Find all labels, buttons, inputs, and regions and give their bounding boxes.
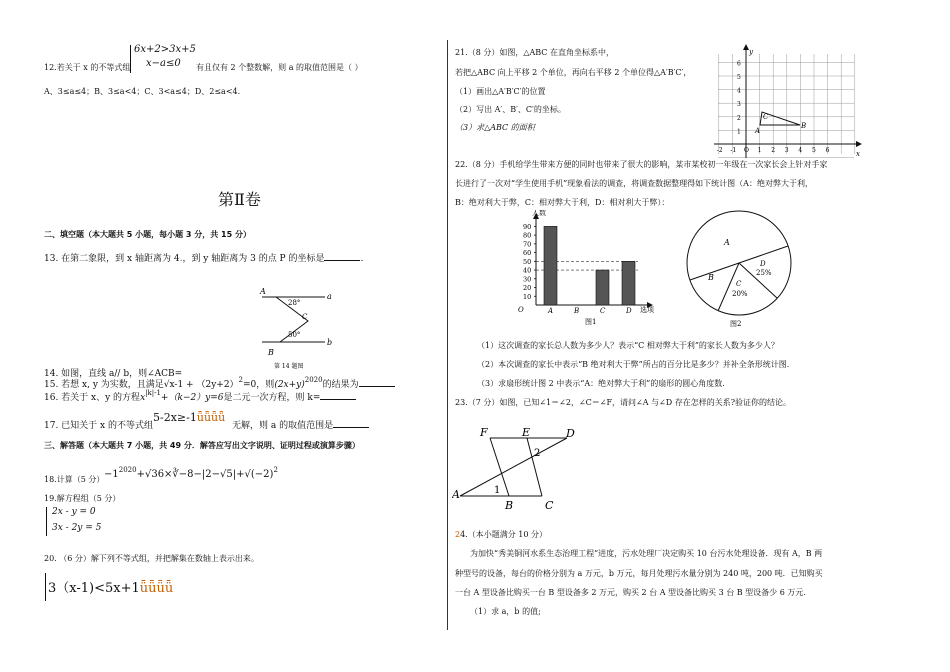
fig14-label-b: b [327,338,333,347]
q12-ineq2: x−a≤0 [146,58,181,69]
fig23-label-F: F [480,426,488,439]
bar-chart-x-ticks [547,307,632,315]
bar-chart-y-ticks [523,223,536,301]
fig23-label-2: 2 [534,448,541,459]
q24-title-num: 2 [455,530,461,539]
bar-y-tick-label: 20 [523,284,532,293]
bar-y-tick-label: 30 [523,275,532,284]
q15-then: ，则 [256,380,275,390]
q24-p2: 种型号的设备，每台的价格分别为 a 万元，b 万元，每月处理污水量分别为 240 吨，200 吨．已知购买 [455,569,823,578]
grid-x-tick: 2 [771,147,776,154]
grid-x-tick: 4 [798,147,803,154]
q12-ineq1: 6x+2>3x+5 [134,44,196,55]
grid-y-tick: 4 [737,87,741,95]
pie-sep-ab [690,263,739,280]
fig23-label-A: A [452,488,460,501]
q22-line2: 长进行了一次对“学生使用手机”现象看法的调查，将调查数据整理得如下统计图（A：绝对弊大于利， [455,179,813,188]
q20-text: 20. （6 分）解下列不等式组，并把解集在数轴上表示出来。 [44,554,259,563]
grid-y-tick: 6 [737,60,741,68]
q13-text-a: 13. 在第二象限，到 x 轴距离为 4 [44,254,180,264]
grid-x-tick: 6 [825,147,830,154]
q20-expr: 3（x-1)<5x+1 [48,581,140,596]
bar-chart [468,210,668,330]
bar-y-tick-label: 50 [523,257,532,266]
bar-chart-title: 图1 [585,318,597,326]
q20-garble: ǖǖǖǖ [139,581,174,596]
q21-grid [712,44,862,164]
q19-eq2: 3x - 2y = 5 [52,523,102,533]
grid-x-tick: 5 [812,147,816,154]
q18-rest: +√36×∛−8−|2−√5|+√(−2) [136,469,274,480]
q17-garble: ǖǖǖǖ [196,411,226,424]
pie-value-D: 25% [756,269,772,277]
grid-x-tick: 3 [784,147,789,154]
q21-line2: 若把△ABC 向上平移 2 个单位，再向右平移 2 个单位得△A′B′C′， [455,68,692,77]
q16-text-a: 16. 若关于 x、y 的方程 [44,393,141,403]
bar [622,261,635,305]
q13-dot: . [179,254,183,264]
grid-y-label: y [749,48,753,56]
fig14-label-a: a [327,292,332,301]
pie-chart-title: 图2 [730,320,742,328]
figure-23 [452,426,582,514]
q14-text: 14. 如图，直线 a// b，则∠ACB= [44,369,183,379]
grid-y-tick: 1 [737,128,741,136]
q20-brace [45,573,46,601]
q16-blank [320,399,356,400]
q21-s3: （3）求△ABC 的面积 [455,123,535,132]
q17-tail [232,418,369,431]
q18-exp2: 2 [273,466,278,474]
q21-s2: （2）写出 A′、B′、C′的坐标。 [455,105,566,114]
grid-y-tick: 2 [737,114,741,122]
grid-label-B: B [801,122,807,130]
fig14-label-C: C [302,313,308,321]
section2-heading: 二、填空题（本大题共 5 小题，每小题 3 分，共 15 分） [44,230,251,239]
fig23-label-B: B [505,499,514,512]
bar-x-tick-label: C [600,307,606,315]
bar-chart-xlabel: 选项 [640,306,654,314]
q12-brace [130,45,131,73]
section3-heading: 三、解答题（本大题共 7 小题，共 49 分．解答应写出文字说明、证明过程或演算步骤） [44,441,360,450]
grid-x-tick: -2 [716,147,723,154]
q15-exp2: 2020 [304,376,323,384]
q23-text: 23.（7 分）如图，已知∠1＝∠2，∠C＝∠F，请问∠A 与∠D 存在怎样的关系?验证你的结论。 [455,398,791,407]
bar-chart-bars [544,226,635,305]
grid-x-label: x [856,150,860,158]
bar-y-tick-label: 90 [523,222,532,231]
grid-y-tick: 3 [737,101,741,109]
pie-label-D: D [760,260,766,268]
fig14-angle-28: 28° [288,299,301,307]
q18-expr: −1 [104,469,119,480]
bar-y-tick-label: 10 [523,292,532,301]
q15-blank [359,386,395,387]
volume-title: 第Ⅱ卷 [218,190,261,209]
pie-value-C: 20% [732,290,748,298]
line-ad [460,438,567,496]
bar [544,226,557,305]
q22-s3: （3）求扇形统计图 2 中表示“A：绝对弊大于利”的扇形的圆心角度数. [477,379,725,388]
q15-text-b: 的结果为 [322,380,359,390]
q15-expr: √x-1 + （2y+2） [163,380,239,390]
q17-text-a: 17. 已知关于 x 的不等式组 [44,421,153,431]
q18-expr-wrap [104,466,278,480]
q21-s1: （1）画出△A′B′C′的位置 [455,87,546,96]
q22-line3: B：绝对利大于弊，C：相对弊大于利，D：相对利大于弊）： [455,198,670,207]
q19-eq1: 2x - y = 0 [52,507,96,517]
q22-s2: （2）本次调查的家长中表示“B 绝对利大于弊”所占的百分比是多少？并补全条形统计图. [477,360,790,369]
q24-p1: 为加快“秀美铜河水系生态治理工程”进度，污水处理厂决定购买 10 台污水处理设备．现有 A，B 两 [470,549,823,558]
figure-14 [250,285,340,371]
q19-label: 19.解方程组（5 分） [44,494,121,503]
q24-s1: （1）求 a，b 的值; [470,607,541,616]
line-ec [527,438,542,496]
q12-options: A、3≤a≤4；B、3≤a<4；C、3<a≤4；D、2≤a<4. [44,87,241,96]
bar-y-tick-label: 40 [523,266,532,275]
q17-text-b: 无解，则 a 的取值范围是 [232,421,334,431]
bar-y-tick-label: 80 [523,231,532,240]
q24-p3: 一台 A 型设备比购买一台 B 型设备多 2 万元，购买 2 台 A 型设备比购买 3 台 B 型设备少 6 万元. [455,588,806,597]
q24-title-rest: 4.（本小题满分 10 分） [460,530,547,539]
pie-chart [680,208,800,330]
grid-y-tick: 5 [737,74,741,81]
q15-expr2: (2x+y) [274,380,305,390]
q13-end: . [360,254,364,264]
q16 [44,390,356,403]
q18-exp: 2020 [118,466,137,474]
fig14-label-B: B [268,348,274,357]
q13 [44,251,363,264]
q21-line1: 21.（8 分）如图，△ABC 在直角坐标系中， [455,48,614,57]
q12-suffix: 有且仅有 2 个整数解，则 a 的取值范围是（ ） [196,63,363,72]
q19-brace [46,507,47,536]
bar-chart-origin: O [518,306,524,314]
grid-x-arrow [856,141,862,147]
bar-chart-ylabel: 人数 [532,210,546,217]
grid-x-tick: 1 [757,147,762,154]
q24-title [455,529,547,540]
grid-x-ticks [717,147,830,154]
pie-label-B: B [708,273,714,282]
q13-text-b: ，到 y 轴距离为 3 的点 P 的坐标是 [182,254,325,264]
pie-label-C: C [736,280,742,288]
q17-expr: 5-2x≥-1 [153,411,197,424]
grid-label-C: C [763,113,769,121]
q15-eq: =0 [243,380,257,390]
fig14-label-A: A [260,287,266,296]
q16-exp: |k|-1 [145,389,161,397]
q18-label: 18.计算（5 分） [44,475,105,484]
q12-prefix: 12.若关于 x 的不等式组 [44,63,131,72]
q17 [44,418,153,431]
fig23-label-E: E [522,426,531,439]
grid-y-ticks [737,60,741,135]
q15-text-a: 15. 若想 x, y 为实数，且满足 [44,380,164,390]
bar-x-tick-label: A [548,307,554,315]
bar-y-tick-label: 60 [523,249,532,258]
q22-s1: （1）这次调查的家长总人数为多少人？表示“C 相对弊大于利”的家长人数为多少人？ [477,341,779,350]
bar-x-tick-label: D [626,307,632,315]
q17-expr-wrap [153,411,225,424]
bar-y-tick-label: 70 [523,240,532,249]
grid-label-A: A [755,127,761,135]
q16-mid: +（k−2）y=6 [160,393,224,403]
q17-blank [333,427,369,428]
q16-expr: x [140,393,146,403]
fig14-angle-50: 50° [288,331,301,339]
grid-x-tick: O [744,147,749,154]
fig23-label-D: D [566,427,575,440]
q15 [44,377,395,390]
q16-text-b: 是二元一次方程，则 k= [223,393,321,403]
q13-blank [324,260,360,261]
page-divider [447,40,448,630]
q22-line1: 22.（8 分）手机给学生带来方便的同时也带来了很大的影响，某市某校初一年级在一次家长会上针对手家 [455,160,828,169]
fig23-label-C: C [545,499,554,512]
fig14-caption: 第 14 题图 [274,363,304,370]
bar [596,270,609,305]
pie-label-A: A [724,238,730,247]
q15-exp: 2 [238,376,244,384]
bar-x-tick-label: B [574,307,580,315]
grid-x-tick: -1 [730,147,737,154]
fig23-label-1: 1 [494,485,501,496]
q20-expr-wrap [48,577,173,596]
